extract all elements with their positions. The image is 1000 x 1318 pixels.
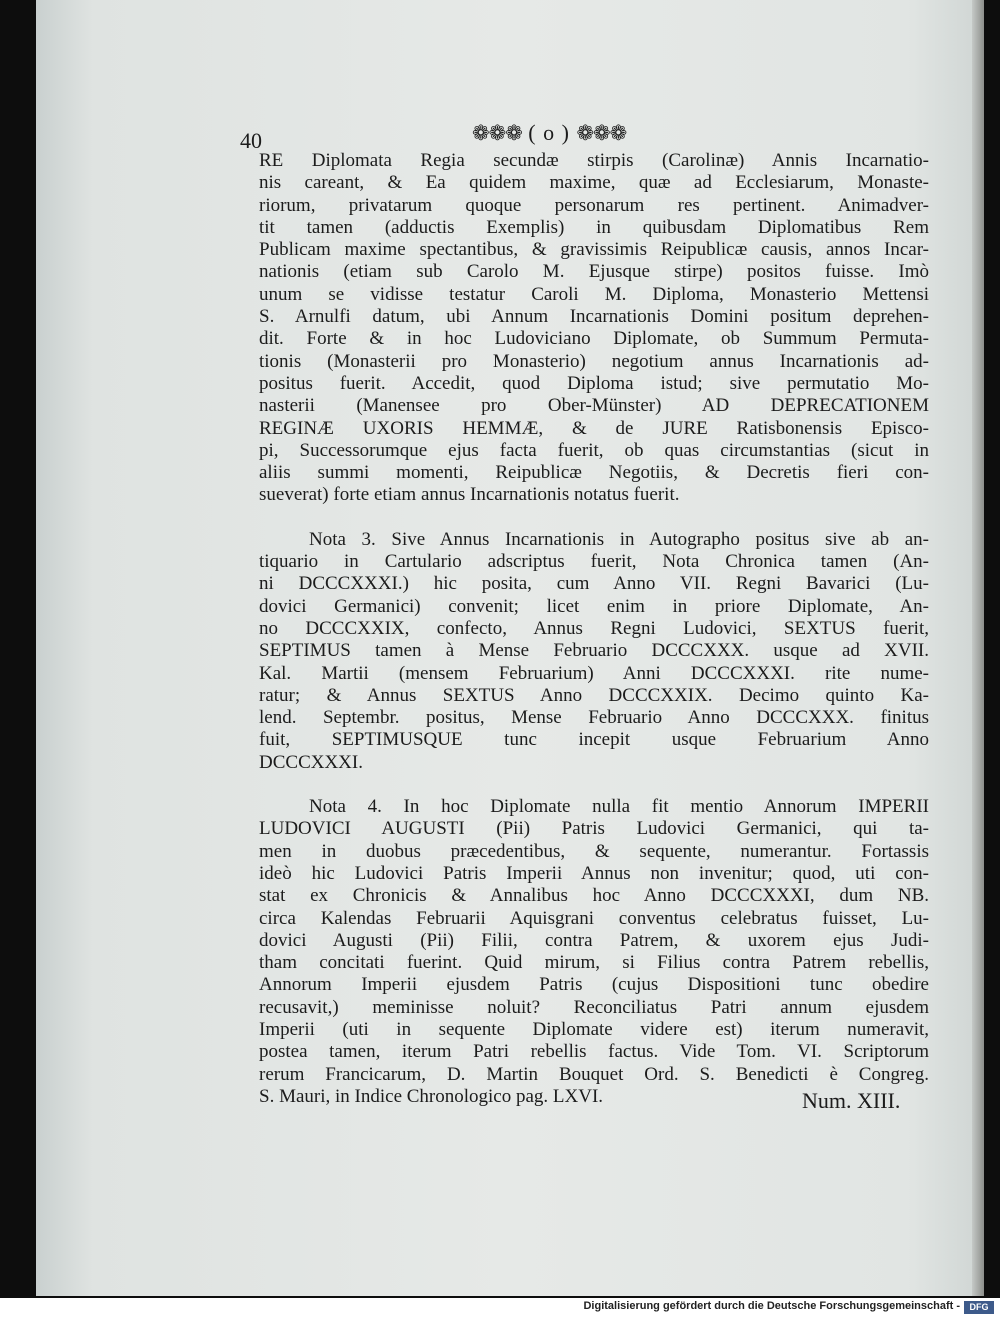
page-number: 40 bbox=[240, 128, 262, 153]
text-line: Annorum Imperii ejusdem Patris (cujus Dispositioni tunc obedire bbox=[259, 974, 929, 996]
running-head bbox=[472, 120, 626, 146]
text-line: tiquario in Cartulario adscriptus fuerit, Nota Chronica tamen (An- bbox=[259, 551, 929, 573]
text-line: Publicam maxime spectantibus, & gravissimis Reipublicæ causis, annos Incar- bbox=[259, 239, 929, 261]
text-line: RE Diplomata Regia secundæ stirpis (Carolinæ) Annis Incarnatio- bbox=[259, 150, 929, 171]
paragraph bbox=[259, 796, 929, 1108]
text-line: S. Arnulfi datum, ubi Annum Incarnationis Domini positum deprehen- bbox=[259, 306, 929, 328]
text-line: S. Mauri, in Indice Chronologico pag. LXVI. bbox=[259, 1085, 604, 1107]
text-line: aliis summi momenti, Reipublicæ Negotiis, & Decretis fieri con- bbox=[259, 462, 929, 484]
text-line: tit tamen (adductis Exemplis) in quibusdam Diplomatibus Rem bbox=[259, 216, 929, 238]
text-line: no DCCCXXIX, confecto, Annus Regni Ludovici, SEXTUS fuerit, bbox=[259, 617, 929, 639]
running-head-text: ( o ) bbox=[528, 120, 570, 145]
text-line: SEPTIMUS tamen à Mense Februario DCCCXXX. usque ad XVII. bbox=[259, 640, 929, 662]
paragraph bbox=[259, 150, 929, 507]
text-line: nasterii (Manensee pro Ober-Münster) AD DEPRECATIONEM bbox=[259, 395, 929, 417]
text-line: nationis (etiam sub Carolo M. Ejusque stirpe) positos fuisse. Imò bbox=[259, 261, 929, 283]
text-line: lend. Septembr. positus, Mense Februario Anno DCCCXXX. finitus bbox=[259, 707, 929, 729]
text-line: unum se vidisse testatur Caroli M. Diploma, Monasterio Mettensi bbox=[259, 283, 929, 305]
ornament-right-icon: ❁❁❁ bbox=[576, 121, 627, 145]
text-line: dovici Augusti (Pii) Filii, contra Patrem, & uxorem ejus Judi- bbox=[259, 929, 929, 951]
text-line: tionis (Monasterii pro Monasterio) negotium annus Incarnationis ad- bbox=[259, 350, 929, 372]
footer-bar bbox=[0, 1298, 1000, 1318]
text-line: Kal. Martii (mensem Februarium) Anni DCCCXXXI. rite nume- bbox=[259, 662, 929, 684]
text-line: riorum, privatarum quoque personarum res pertinent. Animadver- bbox=[259, 194, 929, 216]
text-line: tham concitati fuerint. Quid mirum, si Filius contra Patrem rebellis, bbox=[259, 952, 929, 974]
page-edge-shadow bbox=[972, 0, 984, 1296]
text-line: LUDOVICI AUGUSTI (Pii) Patris Ludovici Germanici, qui ta- bbox=[259, 818, 929, 840]
text-line: Nota 4. In hoc Diplomate nulla fit mentio Annorum IMPERII bbox=[309, 796, 929, 818]
text-line: ni DCCCXXXI.) hic posita, cum Anno VII. Regni Bavarici (Lu- bbox=[259, 573, 929, 595]
text-line: sueverat) forte etiam annus Incarnationis notatus fuerit. bbox=[259, 484, 680, 506]
text-line: fuit, SEPTIMUSQUE tunc incepit usque Februarium Anno bbox=[259, 729, 929, 751]
text-line: nis careant, & Ea quidem maxime, quæ ad Ecclesiarum, Monaste- bbox=[259, 172, 929, 194]
text-line: DCCCXXXI. bbox=[259, 751, 363, 773]
body-text bbox=[259, 150, 929, 1108]
text-line: dovici Germanici) convenit; licet enim in priore Diplomate, An- bbox=[259, 595, 929, 617]
catchword: Num. XIII. bbox=[802, 1088, 901, 1113]
text-line: Imperii (uti in sequente Diplomate videre est) iterum numeravit, bbox=[259, 1018, 929, 1040]
footer-credit: Digitalisierung gefördert durch die Deutsche Forschungsgemeinschaft - bbox=[583, 1300, 960, 1312]
text-line: rerum Francicarum, D. Martin Bouquet Ord. S. Benedicti è Congreg. bbox=[259, 1063, 929, 1085]
text-line: circa Kalendas Februarii Aquisgrani conventus celebratus fuisset, Lu- bbox=[259, 907, 929, 929]
paragraph bbox=[259, 529, 929, 774]
text-line: Nota 3. Sive Annus Incarnationis in Autographo positus sive ab an- bbox=[309, 528, 929, 550]
ornament-left-icon: ❁❁❁ bbox=[472, 121, 522, 145]
text-line: stat ex Chronicis & Annalibus hoc Anno DCCCXXXI, dum NB. bbox=[259, 885, 929, 907]
dfg-logo: DFG bbox=[964, 1301, 994, 1314]
text-line: REGINÆ UXORIS HEMMÆ, & de JURE Ratisbonensis Episco- bbox=[259, 417, 929, 439]
text-line: ideò hic Ludovici Patris Imperii Annus non invenitur; quod, uti con- bbox=[259, 862, 929, 884]
paragraph-gap bbox=[259, 507, 929, 529]
text-line: positus fuerit. Accedit, quod Diploma istud; sive permutatio Mo- bbox=[259, 372, 929, 394]
text-line: recusavit,) meminisse noluit? Reconciliatus Patri annum ejusdem bbox=[259, 996, 929, 1018]
text-line: men in duobus præcedentibus, & sequente, numerantur. Fortassis bbox=[259, 840, 929, 862]
text-line: postea tamen, iterum Patri rebellis factus. Vide Tom. VI. Scriptorum bbox=[259, 1041, 929, 1063]
text-line: ratur; & Annus SEXTUS Anno DCCCXXIX. Decimo quinto Ka- bbox=[259, 684, 929, 706]
text-line: pi, Successorumque ejus facta fuerit, ob quas circumstantias (sicut in bbox=[259, 439, 929, 461]
text-line: dit. Forte & in hoc Ludoviciano Diplomate, ob Summum Permuta- bbox=[259, 328, 929, 350]
paragraph-gap bbox=[259, 774, 929, 796]
